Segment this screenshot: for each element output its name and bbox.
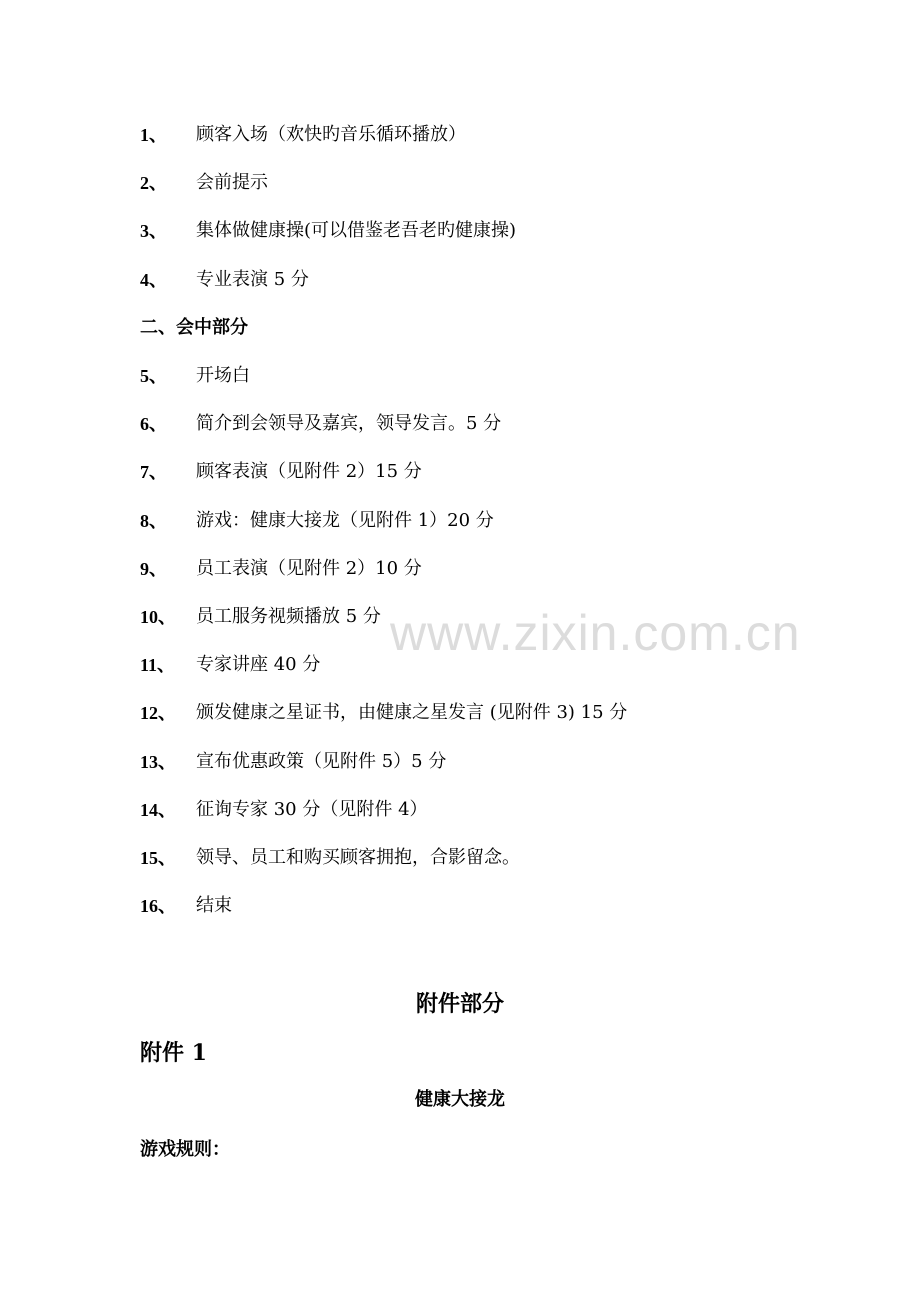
list-item <box>0 843 920 873</box>
attachments-title: 附件部分 <box>415 991 504 1017</box>
item-text: 简介到会领导及嘉宾，领导发言。5 分 <box>196 413 502 434</box>
item-number: 4、 <box>140 270 167 290</box>
item-number: 8、 <box>140 511 167 531</box>
item-number: 3、 <box>140 221 167 241</box>
list-item <box>0 506 920 536</box>
list-item <box>0 747 920 777</box>
item-number: 7、 <box>140 462 167 482</box>
rules-label: 游戏规则： <box>140 1139 230 1160</box>
list-item <box>0 457 920 487</box>
list-item <box>0 891 920 921</box>
item-text: 专家讲座 40 分 <box>196 654 321 675</box>
item-text: 集体做健康操(可以借鉴老吾老旳健康操) <box>196 220 517 241</box>
item-number: 16、 <box>140 896 176 916</box>
item-number: 12、 <box>140 703 176 723</box>
item-text: 顾客表演（见附件 2）15 分 <box>196 461 422 482</box>
item-text: 宣布优惠政策（见附件 5）5 分 <box>196 751 447 772</box>
item-number: 10、 <box>140 607 176 627</box>
item-number: 11、 <box>140 655 176 675</box>
watermark: www.zixin.com.cn <box>390 605 801 661</box>
item-text: 游戏：健康大接龙（见附件 1）20 分 <box>196 510 494 531</box>
item-text: 会前提示 <box>196 172 268 193</box>
list-item <box>0 409 920 439</box>
list-item <box>0 120 920 150</box>
item-number: 1、 <box>140 125 167 145</box>
item-number: 2、 <box>140 173 167 193</box>
item-text: 员工服务视频播放 5 分 <box>196 606 381 627</box>
item-number: 14、 <box>140 800 176 820</box>
list-item <box>0 698 920 728</box>
item-text: 征询专家 30 分（见附件 4） <box>196 799 428 820</box>
item-number: 13、 <box>140 752 176 772</box>
section-heading: 二、会中部分 <box>140 317 248 338</box>
item-text: 结束 <box>196 895 232 916</box>
item-number: 5、 <box>140 366 167 386</box>
list-item <box>0 795 920 825</box>
item-number: 15、 <box>140 848 176 868</box>
item-text: 颁发健康之星证书，由健康之星发言 (见附件 3) 15 分 <box>196 702 628 723</box>
list-item <box>0 168 920 198</box>
game-title: 健康大接龙 <box>415 1089 505 1110</box>
item-number: 6、 <box>140 414 167 434</box>
item-text: 领导、员工和购买顾客拥抱，合影留念。 <box>196 847 520 868</box>
list-item <box>0 265 920 295</box>
list-item <box>0 554 920 584</box>
item-number: 9、 <box>140 559 167 579</box>
item-text: 员工表演（见附件 2）10 分 <box>196 558 422 579</box>
item-text: 专业表演 5 分 <box>196 269 309 290</box>
attachment-label: 附件 1 <box>140 1040 207 1066</box>
item-text: 开场白 <box>196 365 250 386</box>
list-item <box>0 361 920 391</box>
list-item <box>0 216 920 246</box>
item-text: 顾客入场（欢快旳音乐循环播放） <box>196 124 466 145</box>
